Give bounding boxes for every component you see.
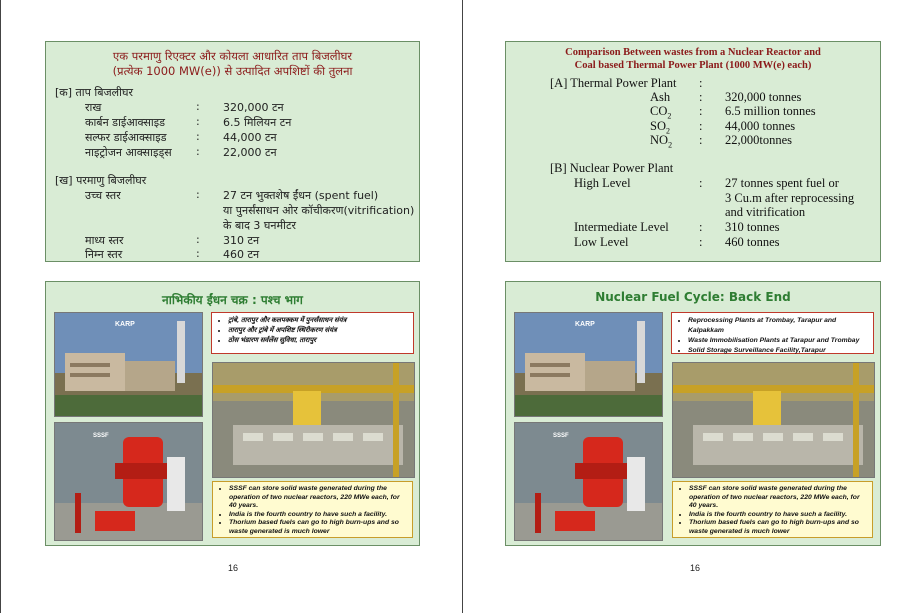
row-value: 320,000 tonnes	[725, 90, 802, 104]
row-colon: :	[196, 100, 200, 113]
mid-level-value: 310 टन	[223, 234, 260, 247]
fuel-cycle-panel-english	[505, 281, 881, 546]
bullet-item: • ठोस भंडारण सर्वलेंस सुविधा, तारापुर	[228, 336, 407, 346]
sssf-machine-photo	[514, 422, 663, 541]
row-label: सल्फर डाईआक्साइड	[85, 131, 167, 144]
fuel-cycle-title: Nuclear Fuel Cycle: Back End	[595, 290, 791, 304]
row-label: $NO_2$	[650, 133, 673, 150]
row-label: कार्बन डाईआक्साइड	[85, 116, 166, 129]
bullet-item: • Waste Immobilisation Plants at Tarapur and Trombay	[688, 336, 867, 346]
row-value: 22,000tonnes	[725, 133, 793, 147]
row-colon: :	[699, 104, 703, 118]
low-level-value: 460 tonnes	[725, 235, 780, 249]
fuel-cycle-bullet-box	[671, 312, 874, 354]
karp-plant-photo	[514, 312, 663, 417]
low-level-value: 460 टन	[223, 248, 260, 261]
panel-title-line2: (प्रत्येक 1000 MW(e)) से उत्पादित अपशिष्टों की तुलना	[112, 64, 353, 78]
note-item: • India is the fourth country to have such a facility.	[229, 511, 406, 520]
karp-label: KARP	[115, 321, 135, 328]
row-label: राख	[85, 101, 102, 114]
row-colon: :	[699, 76, 703, 90]
high-level-value-line3: and vitrification	[725, 205, 806, 219]
row-colon: :	[699, 176, 703, 190]
note-item: • SSSF can store solid waste generated during the operation of two nuclear reactors, 220 MWe each, for 40 years.	[229, 485, 406, 511]
high-level-value-line1: 27 टन भुक्तशेष ईंधन (spent fuel)	[223, 189, 379, 202]
row-label: $SO_2$	[650, 119, 670, 136]
fuel-cycle-title: नाभिकीय ईंधन चक्र : पश्च भाग	[162, 293, 303, 307]
page-number: 16	[690, 563, 701, 573]
right-page	[462, 0, 923, 613]
page-number: 16	[228, 563, 239, 573]
karp-plant-photo	[54, 312, 203, 417]
row-colon: :	[699, 90, 703, 104]
fuel-cycle-panel-hindi	[45, 281, 420, 546]
row-label: $CO_2$	[650, 104, 672, 121]
row-colon: :	[196, 115, 200, 128]
note-item: • India is the fourth country to have such a facility.	[689, 511, 866, 520]
row-colon: :	[196, 233, 200, 246]
mid-level-label: Intermediate Level	[574, 220, 669, 234]
bullet-item: • ट्रांबे, तारापुर और कलपक्कम में पुनर्संसाधन संयंत्र	[228, 316, 407, 326]
sssf-label: SSSF	[553, 433, 569, 439]
row-colon: :	[699, 235, 703, 249]
waste-comparison-panel-english	[505, 41, 881, 262]
high-level-value-line3: के बाद 3 घनमीटर	[223, 219, 296, 232]
fuel-cycle-bullet-box	[211, 312, 414, 354]
storage-facility-photo	[212, 362, 415, 478]
row-value: 44,000 टन	[223, 131, 277, 144]
row-value: 320,000 टन	[223, 101, 284, 114]
bullet-item: • Reprocessing Plants at Trombay, Tarapur and Kalpakkam	[688, 316, 867, 336]
row-colon: :	[196, 188, 200, 201]
panel-title-line1: Comparison Between wastes from a Nuclear Reactor and	[565, 47, 821, 58]
row-value: 6.5 मिलियन टन	[223, 116, 292, 129]
bullet-item: • तारापुर और ट्रांबे में अपशिष्ट स्थिरीकरण संयंत्र	[228, 326, 407, 336]
high-level-label: उच्च स्तर	[85, 189, 121, 202]
note-item: • SSSF can store solid waste generated during the operation of two nuclear reactors, 220 MWe each, for 40 years.	[689, 485, 866, 511]
panel-title-line2: Coal based Thermal Power Plant (1000 MW(e) each)	[574, 60, 812, 71]
mid-level-label: माध्य स्तर	[85, 234, 124, 247]
note-item: • Thorium based fuels can go to high burn-ups and so waste generated is much lower	[229, 519, 406, 536]
row-label: नाइट्रोजन आक्साइड्स	[85, 146, 172, 159]
bullet-item: • Solid Storage Surveillance Facility,Tarapur	[688, 346, 867, 356]
high-level-value-line2: या पुनर्संसाधन ओर कॉचीकरण(vitrification)	[223, 204, 415, 217]
section-nuclear-heading: [B] Nuclear Power Plant	[550, 161, 674, 175]
sssf-machine-photo	[54, 422, 203, 541]
section-nuclear-heading: [ख] परमाणु बिजलीघर	[55, 174, 147, 187]
row-value: 6.5 million tonnes	[725, 104, 816, 118]
row-value: 22,000 टन	[223, 146, 277, 159]
high-level-value-line1: 27 tonnes spent fuel or	[725, 176, 839, 190]
sssf-notes-box	[672, 481, 873, 538]
storage-facility-photo	[672, 362, 875, 478]
row-colon: :	[699, 220, 703, 234]
row-colon: :	[699, 133, 703, 147]
high-level-value-line2: 3 Cu.m after reprocessing	[725, 191, 855, 205]
section-thermal-heading: [क] ताप बिजलीघर	[55, 86, 133, 99]
waste-comparison-panel-hindi	[45, 41, 420, 262]
note-item: • Thorium based fuels can go to high burn-ups and so waste generated is much lower	[689, 519, 866, 536]
row-colon: :	[699, 119, 703, 133]
panel-title-line1: एक परमाणु रिएक्टर और कोयला आधारित ताप बिजलीघर	[112, 49, 353, 63]
sssf-label: SSSF	[93, 433, 109, 439]
mid-level-value: 310 tonnes	[725, 220, 780, 234]
low-level-label: Low Level	[574, 235, 629, 249]
row-colon: :	[196, 130, 200, 143]
high-level-label: High Level	[574, 176, 631, 190]
row-value: 44,000 tonnes	[725, 119, 796, 133]
row-colon: :	[196, 247, 200, 260]
low-level-label: निम्न स्तर	[85, 248, 123, 261]
section-thermal-heading: [A] Thermal Power Plant	[550, 76, 677, 90]
sssf-notes-box	[212, 481, 413, 538]
row-label: Ash	[650, 90, 671, 104]
row-colon: :	[196, 145, 200, 158]
karp-label: KARP	[575, 321, 595, 328]
